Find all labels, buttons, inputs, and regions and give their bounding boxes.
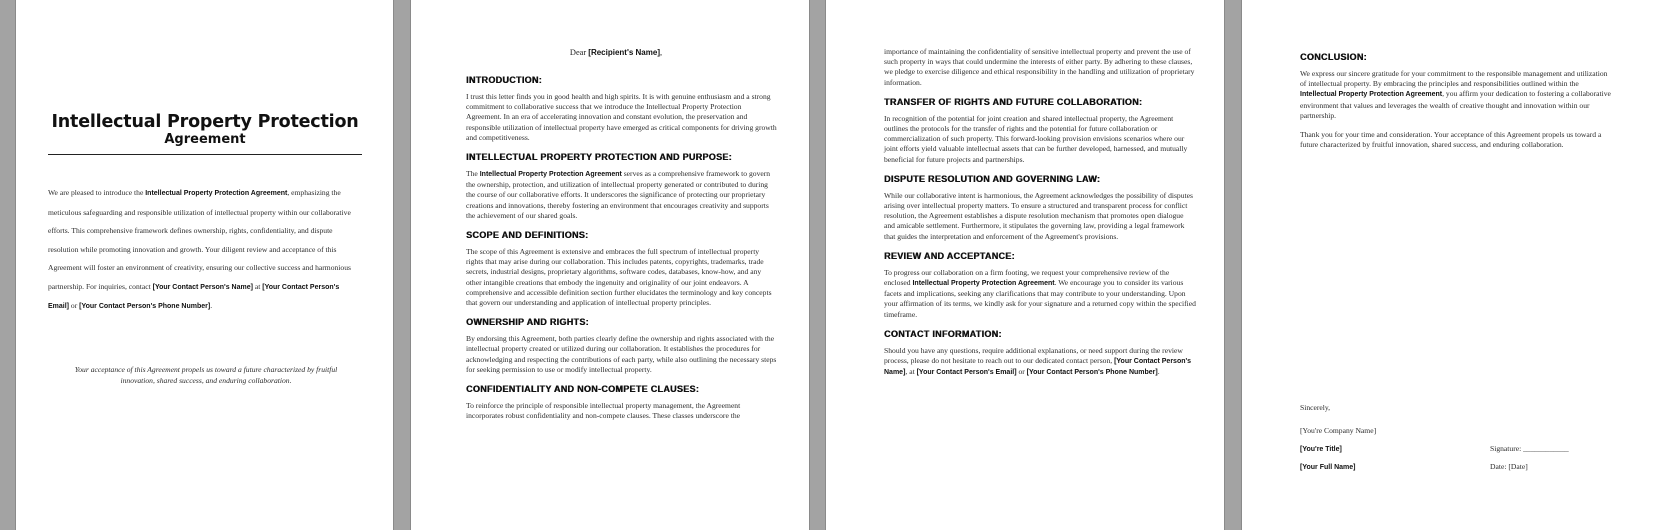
document-title: Intellectual Property Protection <box>51 112 359 132</box>
date-placeholder: Date: [Date] <box>1490 462 1528 471</box>
section-heading-confidentiality: CONFIDENTIALITY AND NON-COMPETE CLAUSES: <box>466 384 700 395</box>
section-heading-review: REVIEW AND ACCEPTANCE: <box>884 250 1015 261</box>
cover-closing-statement: Your acceptance of this Agreement propels us toward a future characterized by fruitful innovation, shared success, and enduring collaboration. <box>74 365 338 385</box>
sincerely: Sincerely, <box>1300 403 1331 412</box>
cover-intro-paragraph: We are pleased to introduce the Intellectual Property Protection Agreement, emphasizing the meticulous safeguarding and responsible utilization of intellectual property within our collaborative efforts. This comprehensive framework defines ownership, rights, confidentiality, and dispute resolution while promoting innovation and growth. Your diligent review and acceptance of this Agreement will foster an environment of creativity, ensuring our collective success and harmonious partnership. For inquiries, contact [Your Contact Person's Name] at [Your Contact Person's Email] or [Your Contact Person's Phone Number]. <box>48 188 351 310</box>
document-page-1 <box>16 0 393 530</box>
section-text-transfer: In recognition of the potential for joint creation and shared intellectual property, the Agreement outlines the protocols for the transfer of rights and the potential for future collaboration or commercialization of such property. This forward-looking provision envisions scenarios where our joint efforts yield valuable intellectual assets that can be further developed, harnessed, and mutually beneficial for future projects and partnerships. <box>884 113 1188 164</box>
contact-name-placeholder: [Your Contact Person's Name] <box>884 358 1192 377</box>
contact-email-placeholder: [Your Contact Person's Email] <box>916 369 1017 377</box>
section-heading-introduction: INTRODUCTION: <box>466 75 542 85</box>
recipient-placeholder: [Recipient's Name] <box>588 48 660 57</box>
title-placeholder: [You're Title] <box>1300 446 1342 453</box>
salutation: Dear [Recipient's Name], <box>569 48 663 57</box>
page-gutter <box>809 0 826 530</box>
signature-line: Signature: ____________ <box>1490 444 1569 453</box>
page-gutter <box>0 0 16 530</box>
agreement-name: Intellectual Property Protection Agreement <box>145 190 288 197</box>
document-subtitle: Agreement <box>164 132 246 147</box>
section-text-thanks: Thank you for your time and consideration. Your acceptance of this Agreement propels us toward a future characterized by fruitful innovation, shared success, and enduring collaboration. <box>1300 130 1602 150</box>
contact-email-placeholder: [Your Contact Person's Email] <box>48 283 340 310</box>
section-text-confidentiality-continued: importance of maintaining the confidentiality of sensitive intellectual property and prevent the use of such property in ways that could undermine the interests of either party. By adhering to these clauses, we pledge to exercise diligence and ethical responsibility in the handling and utilization of proprietary information. <box>884 47 1195 87</box>
section-text-review: To progress our collaboration on a firm footing, we request your comprehensive review of the enclosed Intellectual Property Protection Agreement. We encourage you to consider its various facets and implications, seeking any clarifications that may contribute to your understanding. Upon your affirmation of its terms, we kindly ask for your signature and a returned copy within the specified timeframe. <box>884 267 1196 319</box>
document-page-3 <box>826 0 1224 530</box>
page-gutter <box>1224 0 1242 530</box>
section-text-dispute: While our collaborative intent is harmonious, the Agreement acknowledges the possibility of disputes arising over intellectual property matters. To ensure a structured and transparent process for conflict resolution, the Agreement establishes a dispute resolution mechanism that promotes open dialogue and amicable settlement. Furthermore, it stipulates the governing law, providing a legal framework that guides the interpretation and enforcement of the Agreement's provisions. <box>884 190 1193 241</box>
section-heading-purpose: INTELLECTUAL PROPERTY PROTECTION AND PURPOSE: <box>466 152 732 163</box>
contact-name-placeholder: [Your Contact Person's Name] <box>152 283 253 291</box>
document-page-2 <box>411 0 809 530</box>
section-heading-dispute: DISPUTE RESOLUTION AND GOVERNING LAW: <box>884 173 1101 184</box>
section-heading-scope: SCOPE AND DEFINITIONS: <box>466 230 589 241</box>
section-text-scope: The scope of this Agreement is extensive and embraces the full spectrum of intellectual property rights that may arise during our collaboration. This includes patents, copyrights, trademarks, trade secrets, industrial designs, proprietary algorithms, software codes, databases, know-how, and any other intangible creations that embody the ingenuity and originality of our joint endeavors. A comprehensive and accessible definition section further elucidates the terminology and key concepts that govern our understanding and application of intellectual property principles. <box>466 247 772 308</box>
section-heading-transfer: TRANSFER OF RIGHTS AND FUTURE COLLABORATION: <box>884 96 1143 107</box>
contact-phone-placeholder: [Your Contact Person's Phone Number] <box>1026 369 1158 377</box>
section-text-introduction: I trust this letter finds you in good health and high spirits. It is with genuine enthusiasm and a strong commitment to collaborative success that we introduce the Intellectual Property Protection Agreement. In an era of accelerating innovation and constant evolution, the preservation and responsible utilization of intellectual property have emerged as critical components for driving growth and competitiveness. <box>466 92 777 142</box>
section-text-contact: Should you have any questions, require additional explanations, or need support during the review process, please do not hesitate to reach out to our dedicated contact person, [Your Contact Person's Name], at [Your Contact Person's Email] or [Your Contact Person's Phone Number]. <box>884 345 1192 377</box>
section-text-confidentiality: To reinforce the principle of responsible intellectual property management, the Agreement incorporates robust confidentiality and non-compete clauses. These classes underscore the <box>466 401 741 421</box>
section-text-purpose: The Intellectual Property Protection Agreement serves as a comprehensive framework to govern the ownership, protection, and utilization of intellectual property generated or contributed to during the course of our collaborative efforts. It underscores the significance of protecting our proprietary creations and innovations, thereby fostering an environment that encourages creativity and supports the achievement of our shared goals. <box>466 169 771 220</box>
page-gutter <box>393 0 411 530</box>
company-name-placeholder: [You're Company Name] <box>1300 426 1377 435</box>
title-rule <box>48 154 362 155</box>
section-text-ownership: By endorsing this Agreement, both parties clearly define the ownership and rights associated with the intellectual property created or utilized during our collaboration. It establishes the procedures for acknowledging and respecting the contributions of each party, while also outlining the necessary steps for seeking permission to use or modify intellectual property. <box>466 334 777 374</box>
section-heading-ownership: OWNERSHIP AND RIGHTS: <box>466 317 589 328</box>
full-name-placeholder: [Your Full Name] <box>1300 464 1356 471</box>
document-page-4 <box>1242 0 1661 530</box>
section-text-conclusion: We express our sincere gratitude for your commitment to the responsible management and utilization of intellectual property. By embracing the principles and responsibilities outlined within the Intellectual Property Protection Agreement, you affirm your dedication to fostering a collaborative environment that values and leverages the wealth of creative thought and innovation within our partnership. <box>1300 69 1611 120</box>
section-heading-contact: CONTACT INFORMATION: <box>884 328 1002 339</box>
section-heading-conclusion: CONCLUSION: <box>1300 52 1367 62</box>
contact-phone-placeholder: [Your Contact Person's Phone Number] <box>79 303 211 310</box>
